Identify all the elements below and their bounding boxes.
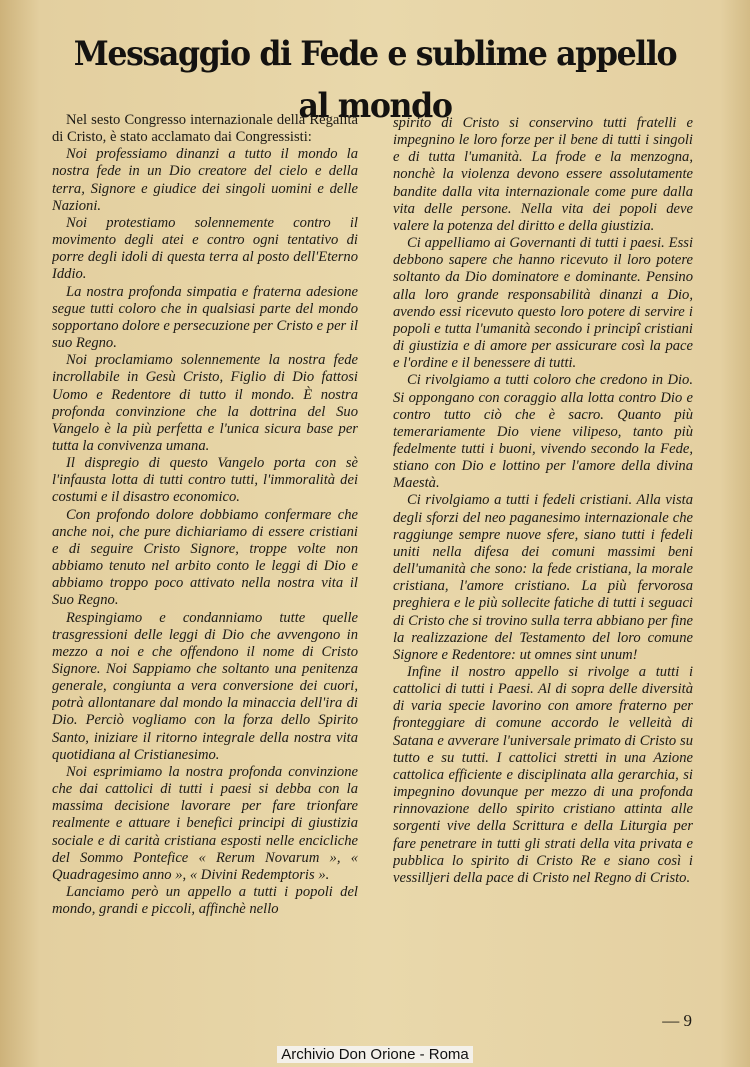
paragraph: spirito di Cristo si conservino tutti fratelli e impegnino le loro forze per il bene di tutti i singoli e di tutta l'umanità. La frode e la menzogna, nonchè la violenza devono essere assolutamente bandite dalla vita internazionale come pure dalla vita delle persone. Nella vita dei popoli deve valere la potenza del diritto e della giustizia.	[393, 115, 693, 234]
paragraph: La nostra profonda simpatia e fraterna adesione segue tutti coloro che in qualsiasi parte del mondo sopportano dolore e persecuzione per Cristo e per il suo Regno.	[52, 283, 358, 352]
paragraph: Con profondo dolore dobbiamo confermare che anche noi, che pure dichiariamo di essere cristiani e di seguire Cristo Signore, troppe volte non abbiamo tenuto nel arbito conto le leggi di Dio e abbiamo troppo poco attivato nella nostra vita il Suo Regno.	[52, 506, 358, 609]
paragraph: Lanciamo però un appello a tutti i popoli del mondo, grandi e piccoli, affinchè nello	[52, 884, 358, 918]
paragraph: Noi esprimiamo la nostra profonda convinzione che dai cattolici di tutti i paesi si debba con la massima decisione lavorare per fare trionfare realmente e attuare i benefici principi di giustizia sociale e di carità cristiana esposti nelle encicliche del Sommo Pontefice « Rerum Novarum », « Quadragesimo anno », « Divini Redemptoris ».	[52, 763, 358, 883]
left-column	[52, 112, 358, 1002]
page-number: — 9	[662, 1011, 692, 1030]
paragraph: Ci appelliamo ai Governanti di tutti i paesi. Essi debbono sapere che hanno ricevuto il loro potere soltanto da Dio dominatore e dominante. Pensino alla loro grande responsabilità dinanzi a Dio, avendo essi ricevuto questo loro potere di servire i popoli e tutta l'umanità secondo i principî cristiani di giustizia e di amore per assicurare così la pace e l'ordine e il benessere di tutti.	[393, 235, 693, 372]
paragraph: Ci rivolgiamo a tutti coloro che credono in Dio. Si oppongano con coraggio alla lotta contro Dio e contro tutto ciò che è sacro. Quanto più temerariamente Dio viene vilipeso, tanto più fedelmente tutti i buoni, vivendo secondo la Fede, stiano con Dio e lottino per l'amore della divina Maestà.	[393, 372, 693, 492]
paragraph: Respingiamo e condanniamo tutte quelle trasgressioni delle leggi di Dio che avvengono in mezzo a noi e che offendono il nome di Cristo Signore. Noi Sappiamo che soltanto una penitenza generale, congiunta a vera conversione dei cuori, potrà allontanare dal mondo la minaccia dell'ira di Dio. Perciò vogliamo con la forza dello Spirito Santo, iniziare il ritorno integrale della nostra vita quotidiana al Cristianesimo.	[52, 609, 358, 763]
paragraph: Noi professiamo dinanzi a tutto il mondo la nostra fede in un Dio creatore del cielo e della terra, Signore e giudice dei singoli uomini e delle Nazioni.	[52, 146, 358, 214]
archive-footer	[0, 1046, 750, 1063]
paragraph: Il dispregio di questo Vangelo porta con sè l'infausta lotta di tutti contro tutti, l'immoralità dei costumi e il disastro economico.	[52, 455, 358, 506]
paragraph: Noi protestiamo solennemente contro il movimento degli atei e contro ogni tentativo di porre degli idoli di questa terra al posto dell'Eterno Iddio.	[52, 214, 358, 283]
paragraph: Noi proclamiamo solennemente la nostra fede incrollabile in Gesù Cristo, Figlio di Dio fattosi Uomo e Redentore di tutto il mondo. È nostra profonda convinzione che la dottrina del Suo Vangelo è la più perfetta e l'unica sicura base per tutta la convivenza umana.	[52, 352, 358, 454]
paragraph: Infine il nostro appello si rivolge a tutti i cattolici di tutti i Paesi. Al di sopra delle diversità di varia specie lavorino con amore fraterno per fronteggiare di comune accordo le velleità di Satana e avverare l'universale primato di Cristo su tutto e su tutti. I cattolici stretti in una Azione cattolica efficiente e disciplinata alla gerarchia, si impegnino dovunque per mezzo di una profonda rinnovazione dello spirito cristiano attinta alle sorgenti vive della Scrittura e della Liturgia per fare penetrare in tutti gli strati della vita privata e pubblica lo spirito di Cristo Re e siano così i vessilljeri della pace di Cristo nel Regno di Cristo.	[393, 664, 693, 886]
paragraph: Nel sesto Congresso internazionale della Regalità di Cristo, è stato acclamato dai Congressisti:	[52, 112, 358, 146]
footer-label: Archivio Don Orione - Roma	[277, 1046, 473, 1063]
paragraph: Ci rivolgiamo a tutti i fedeli cristiani. Alla vista degli sforzi del neo paganesimo internazionale che raggiunge sempre nuove sfere, siano tutti i fedeli uniti nella difesa dei comuni massimi beni dell'umanità che sono: la fede cristiana, la morale cristiana, l'amore cristiano. La più fervorosa preghiera e le più sollecite fatiche di tutti i seguaci di Cristo che si trovino sulla terra abbiano per fine la realizzazione del Testamento del loro comune Signore e Redentore: ut omnes sint unum!	[393, 492, 693, 663]
article-title: Messaggio di Fede e sublime appello al mondo	[73, 34, 677, 126]
right-column	[393, 115, 693, 1005]
